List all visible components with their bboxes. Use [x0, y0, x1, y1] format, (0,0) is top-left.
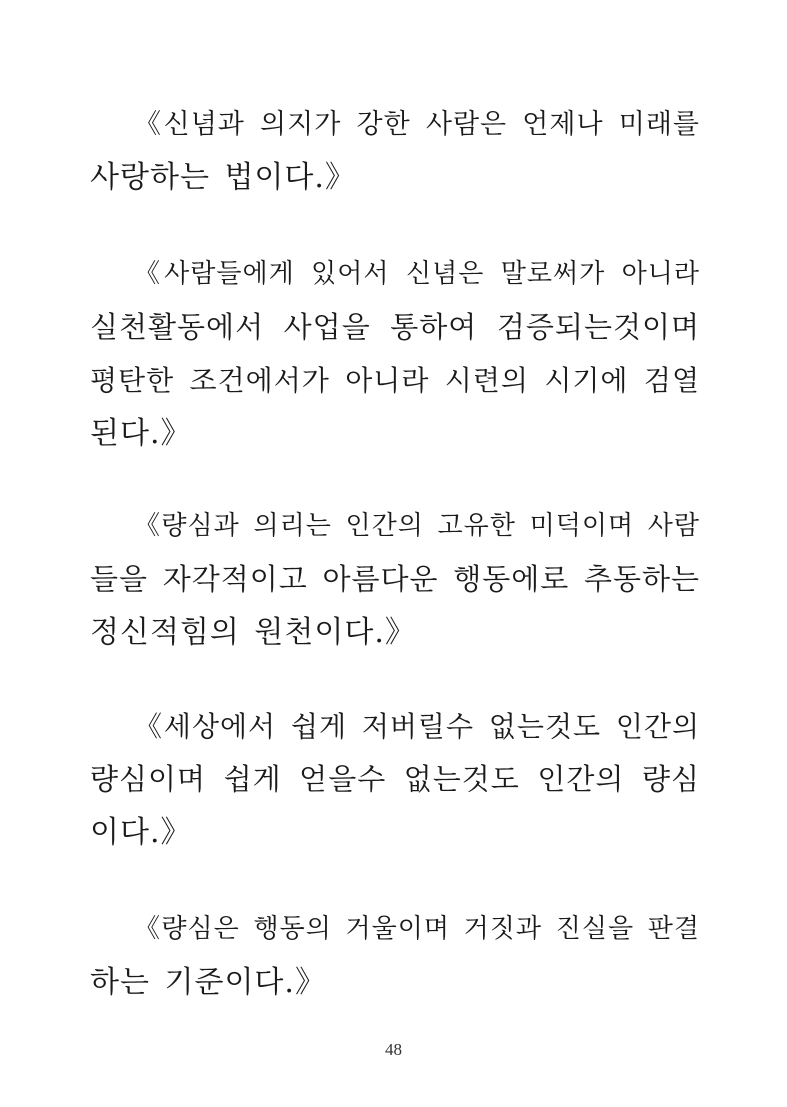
paragraph-line: 된다.》	[90, 416, 192, 451]
page-number: 48	[385, 1040, 402, 1059]
paragraph-line: 실천활동에서 사업을 통하여 검증되는것이며	[90, 310, 700, 344]
quote-paragraph-2	[90, 248, 700, 460]
paragraph-line: 량심이며 쉽게 얻을수 없는것도 인간의 량심	[90, 762, 700, 796]
quote-paragraph-1	[90, 98, 700, 204]
quote-paragraph-5	[90, 903, 700, 1009]
paragraph-line: 이다.》	[90, 815, 192, 850]
paragraph-line: 《량심은 행동의 거울이며 거짓과 진실을 판결	[134, 914, 700, 944]
paragraph-line: 《신념과 의지가 강한 사람은 언제나 미래를	[134, 109, 700, 140]
paragraph-line: 하는 기준이다.》	[90, 965, 326, 1000]
paragraph-line: 《사람들에게 있어서 신념은 말로써가 아니라	[134, 259, 700, 289]
paragraph-line: 정신적힘의 원천이다.》	[90, 615, 416, 650]
paragraph-line: 《세상에서 쉽게 저버릴수 없는것도 인간의	[134, 710, 700, 743]
quote-paragraph-3	[90, 500, 700, 659]
paragraph-line: 들을 자각적이고 아름다운 행동에로 추동하는	[90, 562, 700, 596]
paragraph-line: 평탄한 조건에서가 아니라 시련의 시기에 검열	[90, 364, 700, 397]
quote-paragraph-4	[90, 700, 700, 859]
paragraph-line: 사랑하는 법이다.》	[90, 160, 356, 195]
paragraph-line: 《량심과 의리는 인간의 고유한 미덕이며 사람	[134, 511, 700, 541]
